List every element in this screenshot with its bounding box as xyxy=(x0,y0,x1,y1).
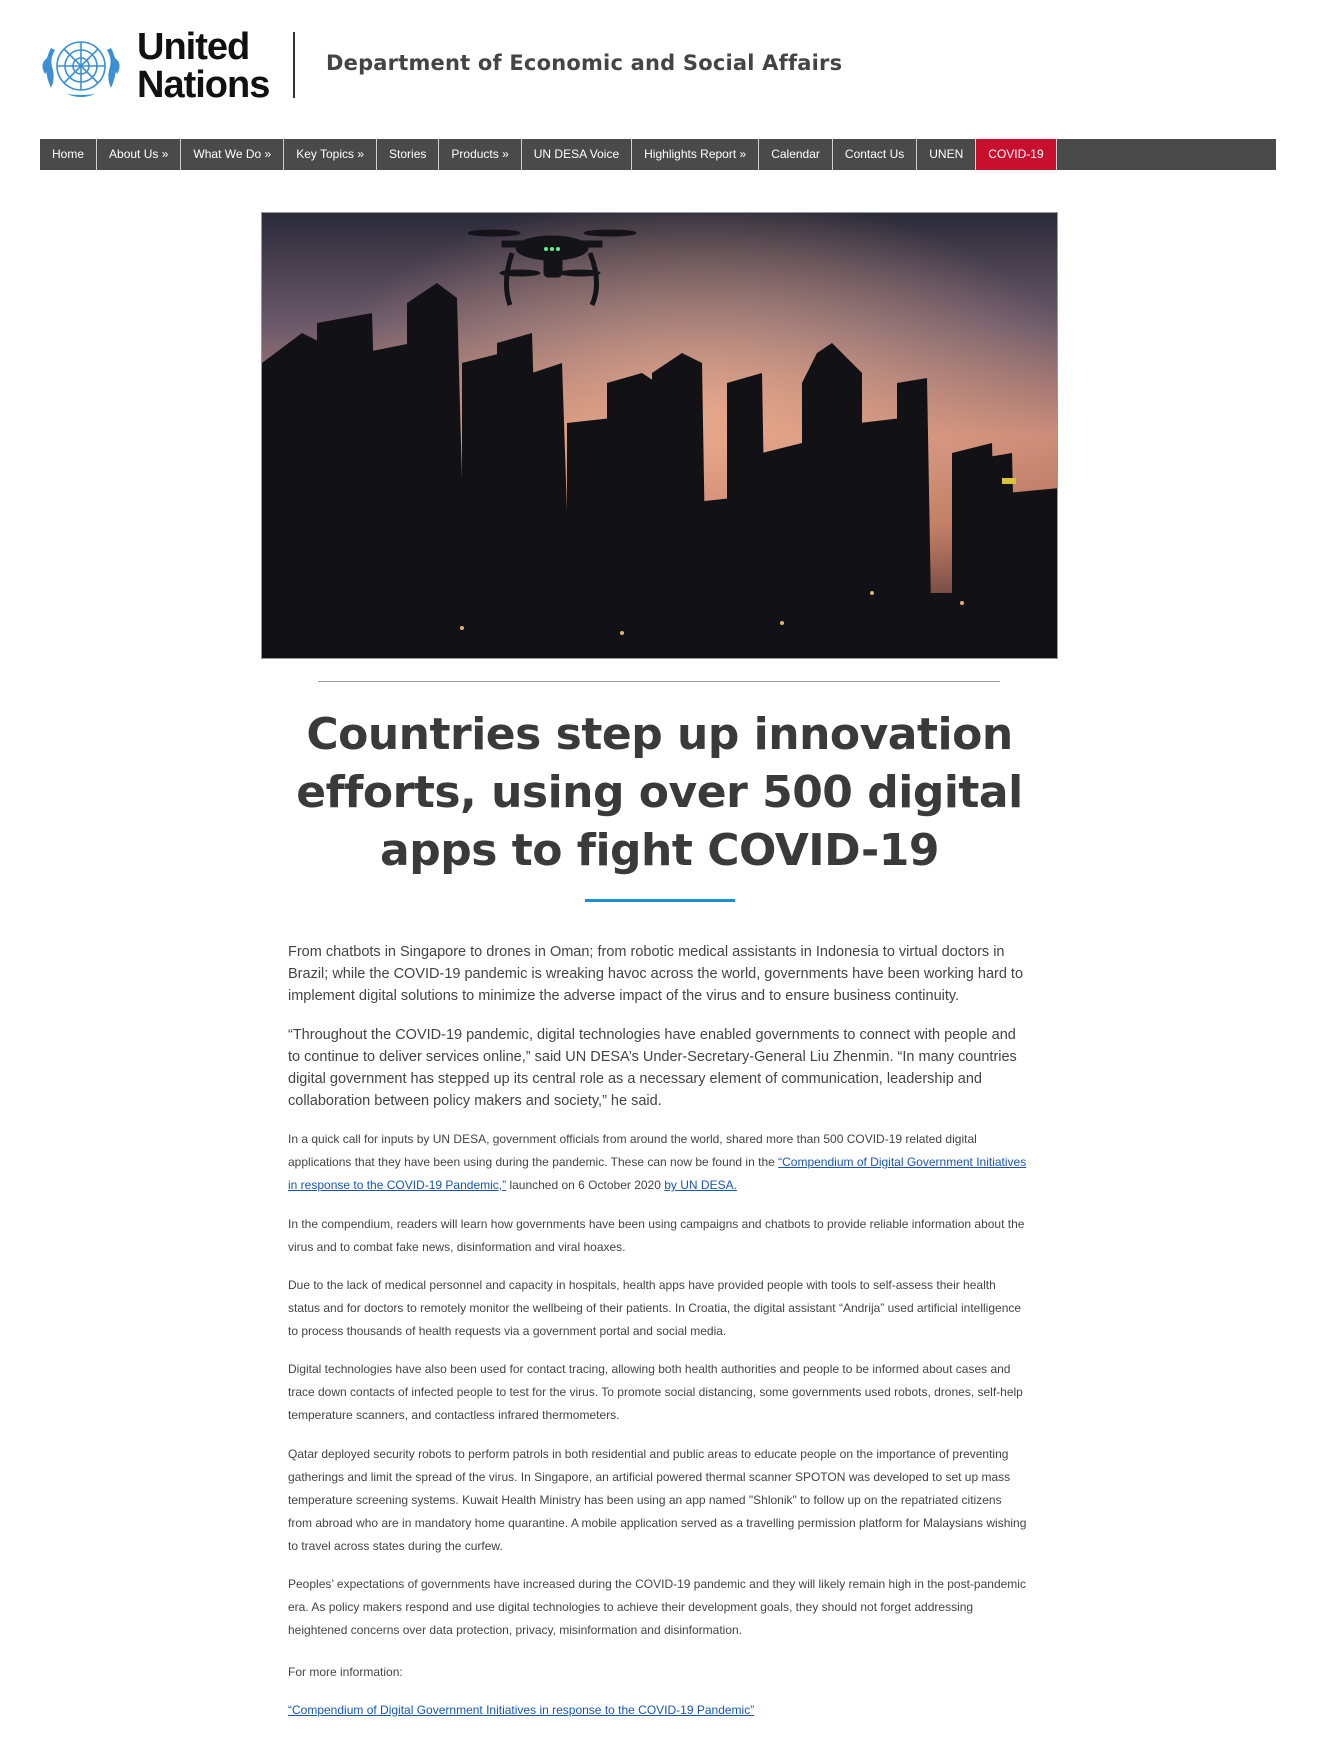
nav-products[interactable]: Products » xyxy=(439,139,521,170)
title-accent-bar xyxy=(585,899,735,902)
paragraph-4: Digital technologies have also been used for contact tracing, allowing both health authorities and people to be informed about cases and trace down contacts of infected people to test for the virus. To promote social distancing, some governments used robots, drones, self-help temperature scanners, and contactless infrared thermometers. xyxy=(288,1362,1023,1422)
paragraph-2: In the compendium, readers will learn how governments have been using campaigns and chatbots to provide reliable information about the virus and to combat fake news, disinformation and viral hoaxes. xyxy=(288,1217,1025,1254)
nav-unen[interactable]: UNEN xyxy=(917,139,976,170)
nav-contact-us[interactable]: Contact Us xyxy=(833,139,917,170)
un-wordmark-line2: Nations xyxy=(137,64,270,106)
nav-about-us[interactable]: About Us » xyxy=(97,139,181,170)
nav-key-topics[interactable]: Key Topics » xyxy=(284,139,377,170)
header-divider xyxy=(293,32,295,98)
divider-rule xyxy=(318,681,1000,682)
paragraph-1-mid: launched on 6 October 2020 xyxy=(506,1178,665,1192)
site-header xyxy=(0,0,1322,130)
compendium-link-line xyxy=(288,1699,1028,1722)
nav-home[interactable]: Home xyxy=(40,139,97,170)
paragraph-1-text: In a quick call for inputs by UN DESA, government officials from around the world, shared more than 500 COVID-19 related digital applications that they have been using during the pandemic. These can now be found in the xyxy=(288,1132,977,1169)
un-wordmark-line1: United xyxy=(137,26,250,68)
more-info-label: For more information: xyxy=(288,1665,403,1679)
paragraph-1 xyxy=(288,1128,1028,1197)
by-un-desa-link[interactable]: by UN DESA. xyxy=(664,1178,737,1192)
nav-highlights-report[interactable]: Highlights Report » xyxy=(632,139,759,170)
un-emblem-icon[interactable] xyxy=(37,30,125,102)
main-nav xyxy=(40,139,1276,170)
hero-image xyxy=(261,212,1058,659)
lead-paragraph-2: “Throughout the COVID-19 pandemic, digital technologies have enabled governments to connect with people and to continue to deliver services online,” said UN DESA’s Under-Secretary-General Liu Zhenmin. “In many countries digital government has stepped up its central role as a necessary element of communication, leadership and collaboration between policy makers and society,” he said. xyxy=(288,1027,1017,1109)
un-wordmark[interactable] xyxy=(137,28,269,104)
paragraph-3: Due to the lack of medical personnel and capacity in hospitals, health apps have provided people with tools to self-assess their health status and for doctors to remotely monitor the wellbeing of their patients. In Croatia, the digital assistant “Andrija” used artificial intelligence to process thousands of health requests via a government portal and social media. xyxy=(288,1278,1022,1338)
paragraph-5: Qatar deployed security robots to perform patrols in both residential and public areas to educate people on the importance of preventing gatherings and limit the spread of the virus. In Singapore, an artificial powered thermal scanner SPOTON was developed to set up mass temperature screening systems. Kuwait Health Ministry has been using an app named "Shlonik" to follow up on the repatriated citizens from abroad who are in mandatory home quarantine. A mobile application served as a travelling permission platform for Malaysians wishing to travel across states during the curfew. xyxy=(288,1447,1027,1553)
compendium-quote-close: ” xyxy=(750,1703,755,1717)
nav-what-we-do[interactable]: What We Do » xyxy=(181,139,284,170)
nav-stories[interactable]: Stories xyxy=(377,139,439,170)
nav-un-desa-voice[interactable]: UN DESA Voice xyxy=(522,139,632,170)
nav-covid-19[interactable]: COVID-19 xyxy=(976,139,1056,170)
compendium-link[interactable]: Compendium of Digital Government Initiatives in response to the COVID-19 Pandemic xyxy=(292,1703,751,1717)
department-title[interactable]: Department of Economic and Social Affairs xyxy=(326,51,843,75)
nav-calendar[interactable]: Calendar xyxy=(759,139,833,170)
compendium-quote-open: “ xyxy=(288,1703,292,1717)
article-title: Countries step up innovation efforts, using over 500 digital apps to fight COVID-19 xyxy=(296,709,1023,876)
compendium-link-inline[interactable]: “Compendium of Digital Government Initiatives in response to the COVID-19 Pandemic,” xyxy=(288,1155,1027,1192)
paragraph-6: Peoples’ expectations of governments have increased during the COVID-19 pandemic and they will likely remain high in the post-pandemic era. As policy makers respond and use digital technologies to achieve their development goals, they should not forget addressing heightened concerns over data protection, privacy, misinformation and disinformation. xyxy=(288,1577,1026,1637)
lead-paragraph-1: From chatbots in Singapore to drones in Oman; from robotic medical assistants in Indonesia to virtual doctors in Brazil; while the COVID-19 pandemic is wreaking havoc across the world, governments have been working hard to implement digital solutions to minimize the adverse impact of the virus and to ensure business continuity. xyxy=(288,944,1024,1004)
